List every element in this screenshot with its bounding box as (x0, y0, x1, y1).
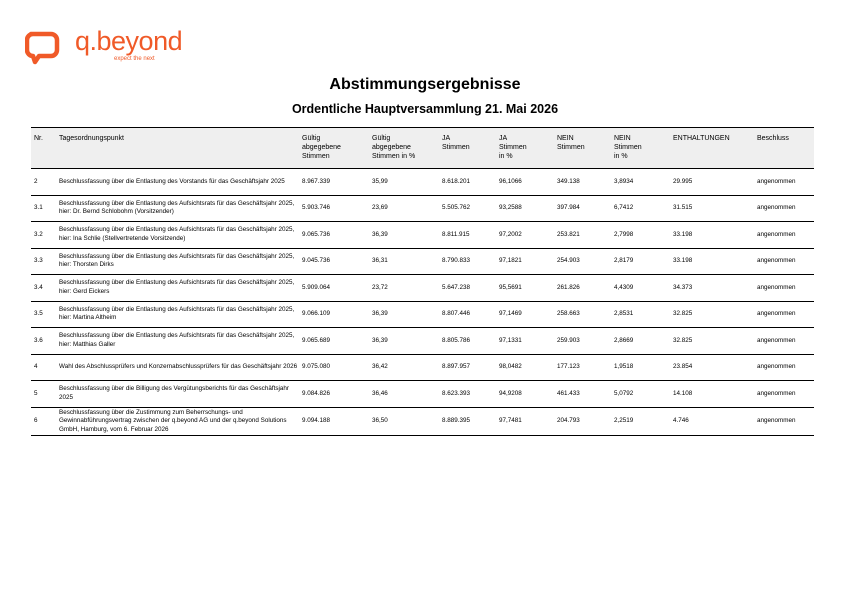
cell-ja-prozent: 96,1066 (499, 177, 522, 185)
cell-gueltig-stimmen: 9.084.826 (302, 389, 331, 397)
table-body (31, 169, 814, 436)
cell-nr: 6 (34, 417, 38, 424)
cell-enthaltungen: 14.108 (673, 389, 693, 397)
cell-gueltig-prozent: 36,46 (372, 389, 388, 397)
cell-enthaltungen: 31.515 (673, 204, 693, 211)
cell-tagesordnungspunkt: Beschlussfassung über die Billigung des Vergütungsberichts für das Geschäftsjahr 2025 (59, 385, 289, 401)
cell-nein-stimmen: 254.903 (557, 257, 580, 264)
cell-gueltig-stimmen: 5.903.746 (302, 204, 331, 211)
cell-ja-stimmen: 8.811.915 (442, 230, 470, 238)
brand-logo-icon (25, 30, 65, 66)
column-header-nein-prozent: NEIN Stimmen in % (614, 135, 642, 160)
cell-nr: 5 (34, 389, 38, 397)
cell-tagesordnungspunkt: Beschlussfassung über die Zustimmung zum Beherrschungs- und Gewinnabführungsvertrag zwischen der q.beyond AG und der q.beyond Solutions GmbH, Hamburg, vom 6. Februar 2026 (59, 408, 287, 433)
column-header-nr: Nr. (34, 135, 43, 142)
cell-gueltig-stimmen: 5.909.064 (302, 283, 331, 291)
cell-ja-stimmen: 5.647.238 (442, 283, 471, 291)
cell-beschluss: angenommen (757, 363, 796, 370)
cell-nein-stimmen: 177.123 (557, 363, 580, 370)
cell-nr: 3.2 (34, 230, 43, 238)
cell-ja-prozent: 97,1469 (499, 310, 522, 317)
table-row (31, 407, 814, 436)
cell-nr: 3.5 (34, 310, 43, 317)
page-subtitle: Ordentliche Hauptversammlung 21. Mai 2026 (291, 102, 559, 116)
cell-ja-prozent: 94,9208 (499, 389, 522, 397)
cell-ja-stimmen: 8.889.395 (442, 417, 471, 424)
cell-tagesordnungspunkt: Beschlussfassung über die Entlastung des Aufsichtsrats für das Geschäftsjahr 2025, hier: Matthias Galler (59, 332, 295, 348)
cell-nein-prozent: 2,8531 (614, 310, 634, 317)
cell-beschluss: angenommen (757, 283, 796, 291)
cell-gueltig-stimmen: 8.967.339 (302, 177, 331, 185)
cell-gueltig-prozent: 23,72 (372, 283, 388, 291)
cell-ja-stimmen: 8.618.201 (442, 177, 471, 185)
cell-nr: 3.4 (34, 283, 43, 291)
cell-nr: 3.1 (34, 204, 43, 211)
cell-enthaltungen: 33.198 (673, 230, 693, 238)
cell-nein-stimmen: 461.433 (557, 389, 580, 397)
brand-tagline: expect the next (114, 56, 155, 62)
cell-ja-stimmen: 8.807.446 (442, 310, 471, 317)
cell-gueltig-prozent: 36,39 (372, 230, 388, 238)
cell-tagesordnungspunkt: Beschlussfassung über die Entlastung des Aufsichtsrats für das Geschäftsjahr 2025, hier: Dr. Bernd Schlobohm (Vorsitzender) (59, 199, 295, 216)
column-header-enthaltungen: ENTHALTUNGEN (673, 135, 730, 142)
table-row (31, 195, 814, 222)
cell-gueltig-stimmen: 9.075.080 (302, 363, 331, 370)
cell-gueltig-stimmen: 9.065.689 (302, 336, 331, 344)
cell-ja-stimmen: 8.623.393 (442, 389, 471, 397)
cell-gueltig-stimmen: 9.066.109 (302, 310, 331, 317)
cell-gueltig-prozent: 35,99 (372, 177, 388, 185)
column-header-tagesordnungspunkt: Tagesordnungspunkt (59, 135, 124, 142)
cell-nein-prozent: 2,7998 (614, 230, 634, 238)
table-row (31, 381, 814, 408)
cell-nein-prozent: 5,0792 (614, 389, 634, 397)
cell-tagesordnungspunkt: Beschlussfassung über die Entlastung des Vorstands für das Geschäftsjahr 2025 (59, 177, 285, 185)
cell-nein-stimmen: 349.138 (557, 177, 580, 185)
cell-ja-prozent: 98,0482 (499, 363, 522, 370)
cell-nein-stimmen: 261.826 (557, 283, 580, 291)
page-title: Abstimmungsergebnisse (329, 76, 521, 93)
cell-nein-prozent: 6,7412 (614, 204, 634, 211)
table-row (31, 354, 814, 381)
cell-enthaltungen: 34.373 (673, 283, 693, 291)
cell-nr: 3.6 (34, 336, 43, 344)
table-row (31, 328, 814, 355)
cell-nr: 3.3 (34, 257, 43, 264)
cell-nein-stimmen: 397.984 (557, 204, 580, 211)
cell-ja-prozent: 95,5691 (499, 283, 522, 291)
cell-ja-prozent: 97,1821 (499, 257, 522, 264)
cell-beschluss: angenommen (757, 417, 796, 424)
cell-nein-stimmen: 258.663 (557, 310, 580, 317)
cell-ja-stimmen: 8.790.833 (442, 257, 471, 264)
cell-enthaltungen: 32.825 (673, 336, 693, 344)
cell-tagesordnungspunkt: Beschlussfassung über die Entlastung des Aufsichtsrats für das Geschäftsjahr 2025, hier: Ina Schlie (Stellvertretende Vorsitzende) (59, 226, 295, 242)
cell-nein-stimmen: 259.903 (557, 336, 580, 344)
cell-nein-prozent: 2,8669 (614, 336, 634, 344)
cell-beschluss: angenommen (757, 310, 796, 317)
cell-nein-prozent: 3,8934 (614, 177, 634, 185)
cell-gueltig-prozent: 23,69 (372, 204, 388, 211)
cell-ja-prozent: 97,2002 (499, 230, 522, 238)
table-row (31, 301, 814, 328)
cell-ja-stimmen: 8.897.957 (442, 363, 471, 370)
cell-tagesordnungspunkt: Beschlussfassung über die Entlastung des Aufsichtsrats für das Geschäftsjahr 2025, hier: Martina Altheim (59, 305, 295, 322)
cell-beschluss: angenommen (757, 257, 796, 264)
cell-nr: 2 (34, 177, 38, 185)
cell-nein-prozent: 1,9518 (614, 363, 634, 370)
cell-gueltig-prozent: 36,42 (372, 363, 388, 370)
cell-ja-prozent: 97,7481 (499, 417, 522, 424)
column-header-ja-stimmen: JA Stimmen (442, 135, 470, 151)
cell-nein-stimmen: 204.793 (557, 417, 580, 424)
cell-enthaltungen: 33.198 (673, 257, 693, 264)
cell-gueltig-prozent: 36,39 (372, 336, 388, 344)
cell-tagesordnungspunkt: Wahl des Abschlussprüfers und Konzernabschlussprüfers für das Geschäftsjahr 2026 (59, 363, 298, 370)
column-header-gueltig-prozent: Gültig abgegebene Stimmen in % (372, 135, 416, 160)
table-header-row (31, 128, 814, 169)
cell-beschluss: angenommen (757, 336, 796, 344)
cell-ja-prozent: 93,2588 (499, 204, 522, 211)
brand-name: q.beyond (75, 26, 183, 56)
cell-enthaltungen: 29.995 (673, 177, 693, 185)
cell-ja-stimmen: 8.805.786 (442, 336, 471, 344)
cell-nein-stimmen: 253.821 (557, 230, 580, 238)
table-row (31, 169, 814, 196)
cell-nr: 4 (34, 363, 38, 370)
column-header-ja-prozent: JA Stimmen in % (499, 135, 527, 160)
cell-gueltig-prozent: 36,31 (372, 257, 388, 264)
cell-nein-prozent: 2,8179 (614, 257, 634, 264)
column-header-beschluss: Beschluss (757, 135, 789, 142)
cell-enthaltungen: 23.854 (673, 363, 693, 370)
results-table (31, 127, 814, 436)
cell-gueltig-prozent: 36,39 (372, 310, 388, 317)
cell-enthaltungen: 4.746 (673, 417, 689, 424)
cell-ja-prozent: 97,1331 (499, 336, 522, 344)
column-header-gueltig-stimmen: Gültig abgegebene Stimmen (302, 135, 341, 160)
cell-beschluss: angenommen (757, 204, 796, 211)
cell-beschluss: angenommen (757, 177, 796, 185)
cell-ja-stimmen: 5.505.762 (442, 204, 471, 211)
cell-gueltig-stimmen: 9.065.736 (302, 230, 331, 238)
table-row (31, 248, 814, 275)
cell-nein-prozent: 2,2519 (614, 417, 634, 424)
cell-beschluss: angenommen (757, 230, 796, 238)
cell-tagesordnungspunkt: Beschlussfassung über die Entlastung des Aufsichtsrats für das Geschäftsjahr 2025, hier: Thorsten Dirks (59, 252, 295, 269)
cell-beschluss: angenommen (757, 389, 796, 397)
cell-gueltig-prozent: 36,50 (372, 417, 388, 424)
cell-nein-prozent: 4,4309 (614, 283, 634, 291)
cell-enthaltungen: 32.825 (673, 310, 693, 317)
column-header-nein-stimmen: NEIN Stimmen (557, 135, 585, 151)
table-row (31, 275, 814, 302)
cell-gueltig-stimmen: 9.045.736 (302, 257, 331, 264)
table-row (31, 222, 814, 249)
cell-gueltig-stimmen: 9.094.188 (302, 417, 331, 424)
cell-tagesordnungspunkt: Beschlussfassung über die Entlastung des Aufsichtsrats für das Geschäftsjahr 2025, hier: Gerd Eickers (59, 279, 295, 295)
